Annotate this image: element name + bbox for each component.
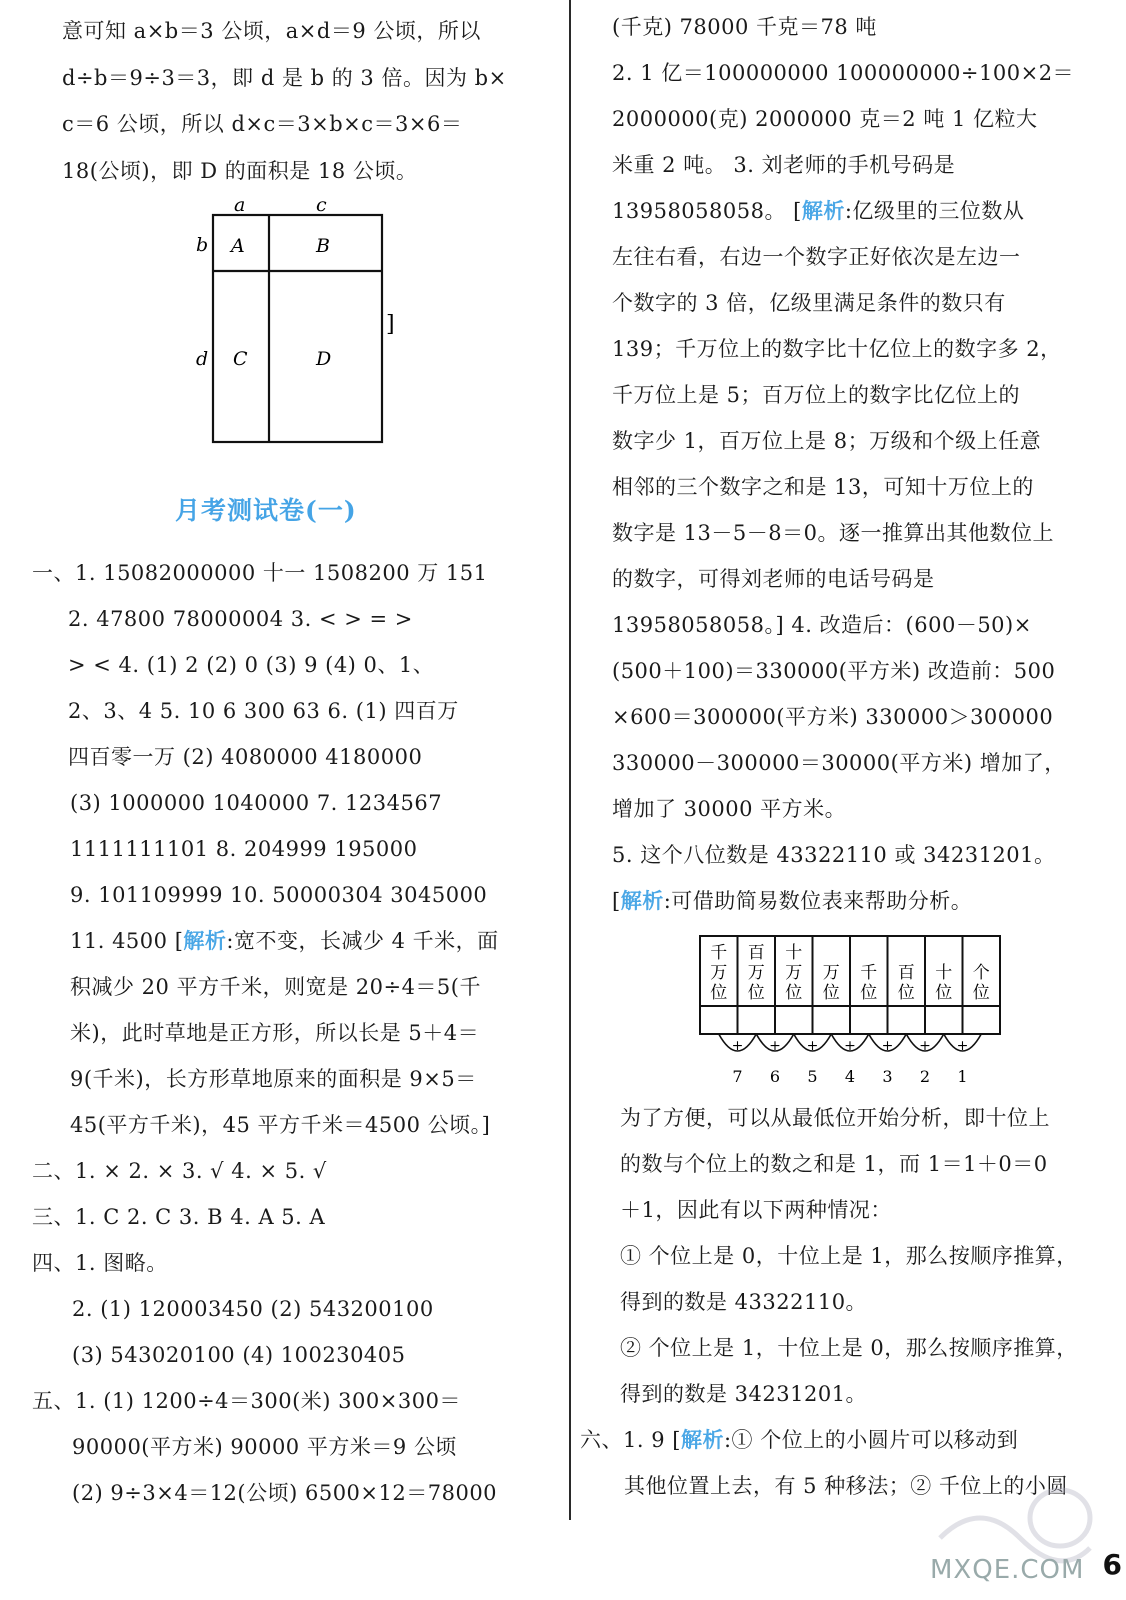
place-header-char: 位 xyxy=(747,983,765,1003)
place-header-char: 位 xyxy=(897,983,915,1003)
place-header-char: 位 xyxy=(822,983,840,1003)
sum-label: 2 xyxy=(919,1067,931,1086)
text-segment: 2. 47800 78000004 3. < > = > xyxy=(68,607,413,631)
text-line xyxy=(70,1110,490,1140)
text-line xyxy=(32,1386,461,1416)
text-segment: 1111111101 8. 204999 195000 xyxy=(70,837,418,861)
text-line xyxy=(612,656,1055,686)
text-segment: 18(公顷)，即 D 的面积是 18 公顷。 xyxy=(62,158,418,183)
place-header-char: 位 xyxy=(710,983,728,1003)
text-segment: 一、1. 15082000000 十一 1508200 万 151 xyxy=(32,561,488,585)
cell-A: A xyxy=(231,235,245,257)
sum-label: 6 xyxy=(769,1067,781,1086)
text-line xyxy=(612,334,1062,364)
plus-sign: + xyxy=(844,1038,856,1054)
text-segment: 13958058058。] 4. 改造后：(600－50)× xyxy=(612,613,1032,637)
text-line xyxy=(620,1195,892,1225)
text-segment: 三、1. C 2. C 3. B 4. A 5. A xyxy=(32,1205,326,1229)
text-line xyxy=(72,1294,434,1324)
text-segment: 米重 2 吨。 3. 刘老师的手机号码是 xyxy=(612,153,956,177)
place-header-char: 千 xyxy=(860,963,878,983)
text-line xyxy=(72,1432,457,1462)
place-header-char: 万 xyxy=(747,963,765,983)
place-header-char: 千 xyxy=(710,943,728,963)
text-segment: 得到的数是 43322110。 xyxy=(620,1290,868,1314)
text-segment: 米)，此时草地是正方形，所以长是 5＋4＝ xyxy=(70,1021,480,1045)
text-segment: 二、1. × 2. × 3. √ 4. × 5. √ xyxy=(32,1159,327,1183)
text-segment: 2. (1) 120003450 (2) 543200100 xyxy=(72,1297,434,1321)
text-line xyxy=(620,1103,1050,1133)
text-line xyxy=(32,1156,327,1186)
text-segment: 四、1. 图略。 xyxy=(32,1251,168,1275)
text-segment: > < 4. (1) 2 (2) 0 (3) 9 (4) 0、1、 xyxy=(68,653,435,677)
place-value-table xyxy=(698,932,1008,1092)
place-header-char: 十 xyxy=(785,943,803,963)
text-line xyxy=(612,840,1056,870)
bracket-mark: ] xyxy=(386,312,395,337)
text-segment: :① 个位上的小圆片可以移动到 xyxy=(723,1428,1019,1452)
section-title: 月考测试卷(一) xyxy=(175,496,357,525)
text-line xyxy=(70,1064,477,1094)
sum-label: 4 xyxy=(844,1067,856,1086)
text-line xyxy=(62,156,417,186)
text-segment: 相邻的三个数字之和是 13，可知十万位上的 xyxy=(612,475,1034,499)
text-line xyxy=(612,518,1054,548)
text-line xyxy=(62,63,507,93)
text-line xyxy=(620,1149,1048,1179)
cell-D: D xyxy=(316,348,332,370)
text-line xyxy=(68,742,422,772)
text-line xyxy=(70,926,499,956)
right-column xyxy=(580,0,1126,1600)
text-line xyxy=(62,16,481,46)
sum-label: 7 xyxy=(732,1067,743,1086)
text-line xyxy=(70,972,481,1002)
text-segment: 11. 4500 [ xyxy=(70,929,184,953)
text-line xyxy=(620,1333,1078,1363)
text-segment: ② 个位上是 1，十位上是 0，那么按顺序推算， xyxy=(620,1336,1078,1360)
text-line xyxy=(612,196,1024,226)
text-line xyxy=(612,242,1021,272)
text-segment: 139；千万位上的数字比十亿位上的数字多 2， xyxy=(612,337,1062,361)
text-line xyxy=(68,696,459,726)
text-line xyxy=(70,1018,479,1048)
plus-sign: + xyxy=(881,1038,894,1054)
text-line xyxy=(612,794,846,824)
text-segment: 四百零一万 (2) 4080000 4180000 xyxy=(68,745,423,769)
text-line xyxy=(32,1248,168,1278)
text-segment: 左往右看，右边一个数字正好依次是左边一 xyxy=(612,245,1021,269)
text-line xyxy=(612,564,935,594)
text-segment: (千克) 78000 千克＝78 吨 xyxy=(612,15,877,39)
text-line xyxy=(70,788,442,818)
plus-sign: + xyxy=(769,1038,781,1054)
text-segment: ① 个位上是 0，十位上是 1，那么按顺序推算， xyxy=(620,1244,1078,1268)
text-segment: 2. 1 亿＝100000000 100000000÷100×2＝ xyxy=(612,61,1075,85)
text-line xyxy=(620,1287,867,1317)
text-line xyxy=(620,1379,867,1409)
text-segment: (3) 1000000 1040000 7. 1234567 xyxy=(70,791,443,815)
plus-sign: + xyxy=(731,1038,744,1054)
text-segment: 45(平方千米)，45 平方千米＝4500 公顷。] xyxy=(70,1113,491,1137)
text-segment: ＋1，因此有以下两种情况： xyxy=(620,1198,892,1222)
place-header-char: 位 xyxy=(972,983,990,1003)
text-line xyxy=(32,1202,325,1232)
label-c: c xyxy=(316,195,327,216)
plus-sign: + xyxy=(956,1038,969,1054)
text-segment: ×600＝300000(平方米) 330000＞300000 xyxy=(612,705,1054,729)
plus-sign: + xyxy=(919,1038,931,1054)
text-line xyxy=(70,880,487,910)
text-segment: 增加了 30000 平方米。 xyxy=(612,797,847,821)
place-header-char: 百 xyxy=(747,943,765,963)
analysis-keyword: 解析 xyxy=(801,198,845,223)
text-segment: 9. 101109999 10. 50000304 3045000 xyxy=(70,883,488,907)
text-segment: 90000(平方米) 90000 平方米＝9 公顷 xyxy=(72,1435,457,1459)
text-segment: 数字是 13－5－8＝0。逐一推算出其他数位上 xyxy=(612,521,1054,545)
text-line xyxy=(72,1340,406,1370)
text-segment: [ xyxy=(612,889,621,913)
text-segment: 个数字的 3 倍，亿级里满足条件的数只有 xyxy=(612,291,1006,315)
text-line xyxy=(612,748,1066,778)
sum-label: 3 xyxy=(882,1067,893,1086)
text-segment: 五、1. (1) 1200÷4＝300(米) 300×300＝ xyxy=(32,1389,461,1413)
text-segment: c＝6 公顷，所以 d×c＝3×b×c＝3×6＝ xyxy=(62,112,463,136)
text-line xyxy=(612,104,1038,134)
analysis-keyword: 解析 xyxy=(680,1427,724,1452)
text-segment: 2、3、4 5. 10 6 300 63 6. (1) 四百万 xyxy=(68,699,459,723)
text-line xyxy=(32,558,488,588)
analysis-keyword: 解析 xyxy=(620,888,664,913)
place-header-char: 位 xyxy=(935,983,953,1003)
text-segment: 意可知 a×b＝3 公顷，a×d＝9 公顷，所以 xyxy=(62,19,481,43)
text-line xyxy=(580,1425,1018,1455)
text-line xyxy=(68,650,434,680)
text-segment: 5. 这个八位数是 43322110 或 34231201。 xyxy=(612,843,1056,867)
text-segment: 为了方便，可以从最低位开始分析，即十位上 xyxy=(620,1106,1050,1130)
area-diagram xyxy=(190,195,415,450)
text-line xyxy=(612,150,955,180)
text-segment: (3) 543020100 (4) 100230405 xyxy=(72,1343,406,1367)
text-segment: 积减少 20 平方千米，则宽是 20÷4＝5(千 xyxy=(70,975,481,999)
text-segment: 330000－300000＝30000(平方米) 增加了， xyxy=(612,751,1066,775)
place-header-char: 十 xyxy=(935,963,953,983)
text-segment: :亿级里的三位数从 xyxy=(844,199,1025,223)
text-segment: 其他位置上去，有 5 种移法；② 千位上的小圆 xyxy=(624,1474,1068,1498)
label-b: b xyxy=(196,234,209,256)
text-segment: :可借助简易数位表来帮助分析。 xyxy=(663,889,973,913)
text-segment: 的数字，可得刘老师的电话号码是 xyxy=(612,567,935,591)
place-header-char: 个 xyxy=(972,963,990,983)
cell-C: C xyxy=(233,348,248,370)
text-segment: 得到的数是 34231201。 xyxy=(620,1382,868,1406)
left-column xyxy=(0,0,560,1600)
column-divider xyxy=(569,0,571,1520)
label-d: d xyxy=(196,348,209,370)
text-line xyxy=(68,604,413,634)
cell-B: B xyxy=(316,235,330,257)
label-a: a xyxy=(234,195,246,216)
text-line xyxy=(612,426,1041,456)
watermark-text: MXQE.COM xyxy=(930,1555,1085,1585)
text-line xyxy=(612,610,1032,640)
sum-label: 5 xyxy=(807,1067,818,1086)
plus-sign: + xyxy=(806,1038,819,1054)
analysis-keyword: 解析 xyxy=(183,928,227,953)
place-header-char: 位 xyxy=(785,983,803,1003)
text-line xyxy=(612,380,1020,410)
text-line xyxy=(620,1241,1078,1271)
sum-label: 1 xyxy=(957,1067,968,1086)
text-segment: 六、1. 9 [ xyxy=(580,1428,681,1452)
text-segment: 13958058058。 [ xyxy=(612,199,802,223)
text-line xyxy=(62,109,462,139)
text-segment: 2000000(克) 2000000 克＝2 吨 1 亿粒大 xyxy=(612,107,1038,131)
text-line xyxy=(612,472,1034,502)
text-line xyxy=(612,702,1053,732)
text-line xyxy=(72,1478,497,1508)
place-header-char: 万 xyxy=(710,963,728,983)
text-segment: 9(千米)，长方形草地原来的面积是 9×5＝ xyxy=(70,1067,477,1091)
text-segment: 的数与个位上的数之和是 1，而 1＝1＋0＝0 xyxy=(620,1152,1048,1176)
text-line xyxy=(612,886,972,916)
text-segment: (2) 9÷3×4＝12(公顷) 6500×12＝78000 xyxy=(72,1481,498,1505)
page-number: 6 xyxy=(1102,1548,1122,1581)
text-segment: (500＋100)＝330000(平方米) 改造前：500 xyxy=(612,659,1056,683)
text-line xyxy=(612,12,877,42)
place-header-char: 万 xyxy=(785,963,803,983)
text-segment: 千万位上是 5；百万位上的数字比亿位上的 xyxy=(612,383,1021,407)
text-line xyxy=(70,834,418,864)
text-segment: 数字少 1，百万位上是 8；万级和个级上任意 xyxy=(612,429,1042,453)
place-header-char: 位 xyxy=(860,983,878,1003)
text-segment: :宽不变，长减少 4 千米，面 xyxy=(226,929,499,953)
place-header-char: 百 xyxy=(897,963,915,983)
place-header-char: 万 xyxy=(822,963,840,983)
text-line xyxy=(612,58,1074,88)
text-segment: d÷b＝9÷3＝3，即 d 是 b 的 3 倍。因为 b× xyxy=(62,65,507,90)
text-line xyxy=(612,288,1006,318)
